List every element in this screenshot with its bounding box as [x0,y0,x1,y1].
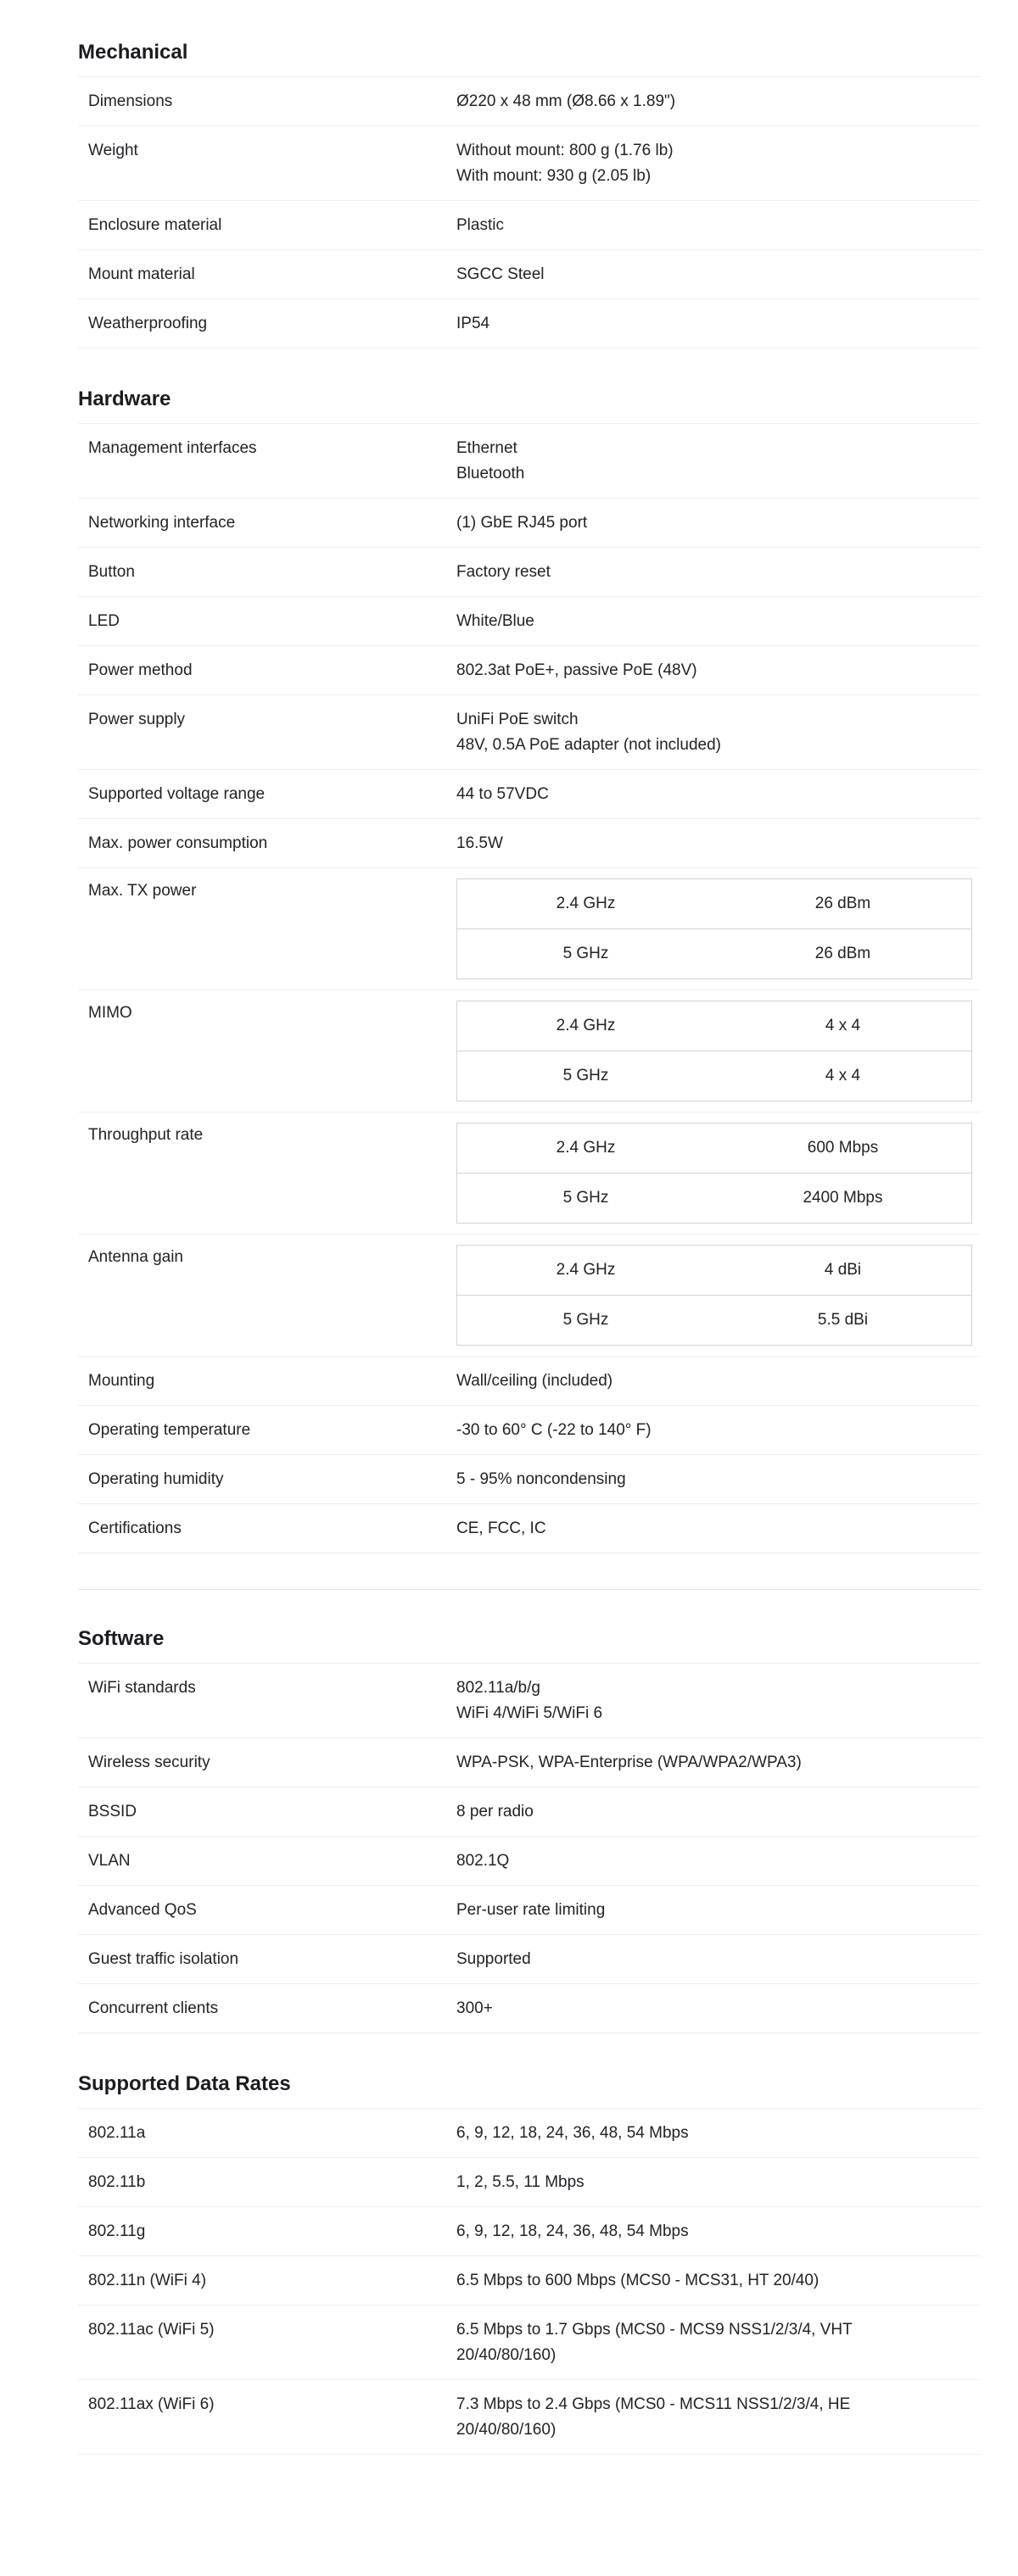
spec-value-line: 20/40/80/160) [456,2421,557,2439]
spec-value [456,1848,981,1874]
spec-list [78,1663,981,2033]
spec-row [78,1504,981,1553]
spec-value-line: 6, 9, 12, 18, 24, 36, 48, 54 Mbps [456,2124,689,2142]
band-value: 2400 Mbps [803,1189,883,1207]
spec-value-line: WiFi 4/WiFi 5/WiFi 6 [456,1704,603,1722]
spec-value-line: 44 to 57VDC [456,785,549,803]
spec-value [456,1516,981,1542]
spec-value-line: 6.5 Mbps to 600 Mbps (MCS0 - MCS31, HT 20/40) [456,2272,819,2289]
spec-value-line: WPA-PSK, WPA-Enterprise (WPA/WPA2/WPA3) [456,1754,802,1771]
spec-label: Throughput rate [88,1126,204,1144]
spec-row [78,1455,981,1504]
spec-value-line: White/Blue [456,612,534,630]
band-value: 600 Mbps [714,1124,972,1174]
band-row [457,929,972,979]
band-name: 2.4 GHz [457,1001,715,1051]
band-name: 2.4 GHz [457,879,715,929]
band-value: 4 x 4 [825,1067,861,1084]
spec-value-line: With mount: 930 g (2.05 lb) [456,167,652,185]
spec-value [456,2392,981,2443]
spec-value [456,2317,981,2368]
spec-row [78,126,981,201]
spec-value [456,1369,981,1394]
spec-value [456,311,981,337]
spec-value [456,436,981,487]
section-mechanical [78,37,981,348]
spec-value [456,782,981,807]
spec-value-line: 7.3 Mbps to 2.4 Gbps (MCS0 - MCS11 NSS1/2/3/4, HE [456,2395,851,2413]
band-table [456,1245,972,1346]
spec-value-line: SGCC Steel [456,265,545,283]
spec-row [78,1664,981,1738]
spec-row [78,250,981,299]
spec-value [456,1123,981,1224]
spec-value-line: 20/40/80/160) [456,2346,557,2364]
spec-label: BSSID [88,1803,137,1820]
band-row [457,1124,972,1174]
spec-list [78,423,981,1553]
spec-value-line: 5 - 95% noncondensing [456,1470,626,1488]
spec-label: Operating temperature [88,1421,251,1439]
band-value: 4 x 4 [714,1001,972,1051]
spec-value-line: Ethernet [456,439,517,457]
spec-value-line: 6, 9, 12, 18, 24, 36, 48, 54 Mbps [456,2222,689,2240]
band-name: 5 GHz [562,1311,609,1329]
spec-label: Concurrent clients [88,1999,219,2017]
section-hardware [78,384,981,1553]
spec-label: WiFi standards [88,1679,196,1697]
spec-label: Mounting [88,1372,155,1390]
spec-label: 802.11ax (WiFi 6) [88,2395,215,2413]
spec-value [456,213,981,238]
spec-value [456,1418,981,1443]
band-name: 5 GHz [562,1067,609,1084]
spec-value-line: 802.11a/b/g [456,1679,540,1697]
spec-value [456,1467,981,1492]
spec-value [456,560,981,585]
spec-label: Max. power consumption [88,834,268,852]
band-table [456,878,972,979]
spec-label: Weatherproofing [88,315,208,332]
spec-label: 802.11n (WiFi 4) [88,2272,207,2289]
spec-row [78,1235,981,1357]
spec-value-line: -30 to 60° C (-22 to 140° F) [456,1421,652,1439]
spec-label: Wireless security [88,1754,210,1771]
spec-row [78,597,981,646]
spec-label: MIMO [88,1004,132,1022]
spec-row [78,201,981,250]
spec-row [78,1837,981,1886]
spec-value-line: Bluetooth [456,465,525,482]
spec-label: VLAN [88,1852,131,1870]
spec-value-line: (1) GbE RJ45 port [456,514,588,532]
spec-value-line: IP54 [456,315,490,332]
spec-value [456,2121,981,2146]
spec-value [456,707,981,758]
spec-value-line: 6.5 Mbps to 1.7 Gbps (MCS0 - MCS9 NSS1/2/3/4, VHT [456,2321,853,2339]
spec-row [78,2380,981,2455]
spec-value [456,1001,981,1101]
band-name: 5 GHz [562,1189,609,1207]
spec-value-line: 8 per radio [456,1803,534,1820]
spec-value-line: CE, FCC, IC [456,1519,546,1537]
spec-value [456,878,981,979]
spec-value-line: Factory reset [456,563,551,581]
band-row [457,1174,972,1224]
spec-row [78,2306,981,2380]
band-row [457,1246,972,1296]
spec-value-line: 1, 2, 5.5, 11 Mbps [456,2173,585,2191]
spec-value-line: Wall/ceiling (included) [456,1372,613,1390]
spec-value [456,1245,981,1346]
spec-value-line: Per-user rate limiting [456,1901,606,1919]
band-row [457,1051,972,1101]
spec-row [78,299,981,348]
spec-row [78,1935,981,1984]
section-software [78,1624,981,2033]
band-name: 2.4 GHz [457,1246,715,1296]
spec-label: Power method [88,661,193,679]
spec-row [78,1984,981,2033]
spec-row [78,2207,981,2256]
spec-value [456,1799,981,1825]
section-divider [78,1589,981,1590]
spec-label: LED [88,612,120,630]
section-title: Software [78,1627,165,1650]
spec-label: Networking interface [88,514,236,532]
band-name: 5 GHz [562,945,609,962]
spec-value [456,138,981,189]
spec-value-line: Plastic [456,216,504,234]
section-title: Hardware [78,388,171,410]
spec-label: Operating humidity [88,1470,224,1488]
spec-row [78,424,981,499]
spec-value-line: UniFi PoE switch [456,711,579,728]
spec-row [78,868,981,990]
spec-value [456,831,981,856]
spec-value [456,1996,981,2021]
spec-value-line: Supported [456,1950,531,1968]
spec-label: 802.11a [88,2124,146,2142]
spec-value-line: Ø220 x 48 mm (Ø8.66 x 1.89") [456,92,676,110]
band-row [457,1296,972,1346]
spec-label: 802.11g [88,2222,146,2240]
spec-row [78,1787,981,1837]
spec-value [456,2170,981,2195]
spec-row [78,646,981,695]
band-row [457,879,972,929]
spec-label: Button [88,563,135,581]
spec-value-line: Without mount: 800 g (1.76 lb) [456,142,674,159]
spec-row [78,1738,981,1787]
spec-label: Weight [88,142,138,159]
spec-row [78,770,981,819]
spec-label: Mount material [88,265,195,283]
band-value: 26 dBm [714,879,972,929]
spec-value [456,2219,981,2244]
spec-row [78,990,981,1112]
spec-row [78,2158,981,2207]
spec-value [456,262,981,287]
spec-label: Dimensions [88,92,173,110]
spec-row [78,695,981,770]
spec-label: Enclosure material [88,216,222,234]
spec-row [78,548,981,597]
spec-value-line: 16.5W [456,834,503,852]
spec-value [456,2268,981,2294]
spec-value [456,1750,981,1776]
spec-label: Antenna gain [88,1248,183,1266]
spec-label: Max. TX power [88,882,197,900]
spec-value [456,510,981,536]
spec-list [78,2108,981,2455]
spec-row [78,1112,981,1235]
section-title: Mechanical [78,41,188,64]
spec-row [78,1886,981,1935]
spec-value-line: 48V, 0.5A PoE adapter (not included) [456,736,721,754]
band-table [456,1123,972,1224]
band-value: 4 dBi [714,1246,972,1296]
band-row [457,1001,972,1051]
spec-value-line: 802.1Q [456,1852,510,1870]
spec-value [456,1676,981,1726]
band-value: 5.5 dBi [817,1311,869,1329]
spec-row [78,2256,981,2306]
spec-row [78,1406,981,1455]
band-value: 26 dBm [814,945,871,962]
spec-list [78,76,981,348]
spec-value [456,1947,981,1972]
spec-label: Advanced QoS [88,1901,197,1919]
band-name: 2.4 GHz [457,1124,715,1174]
spec-label: 802.11b [88,2173,146,2191]
spec-value [456,609,981,634]
spec-value [456,658,981,683]
spec-label: Power supply [88,711,186,728]
spec-row [78,819,981,868]
spec-label: Guest traffic isolation [88,1950,239,1968]
spec-label: Supported voltage range [88,785,266,803]
spec-row [78,1357,981,1406]
band-table [456,1001,972,1101]
spec-value-line: 802.3at PoE+, passive PoE (48V) [456,661,697,679]
spec-label: 802.11ac (WiFi 5) [88,2321,215,2339]
spec-label: Certifications [88,1519,182,1537]
spec-row [78,499,981,548]
section-title: Supported Data Rates [78,2072,291,2095]
spec-value [456,89,981,114]
spec-row [78,77,981,126]
spec-value [456,1898,981,1923]
section-data-rates [78,2069,981,2455]
spec-label: Management interfaces [88,439,257,457]
spec-value-line: 300+ [456,1999,493,2017]
spec-row [78,2109,981,2158]
